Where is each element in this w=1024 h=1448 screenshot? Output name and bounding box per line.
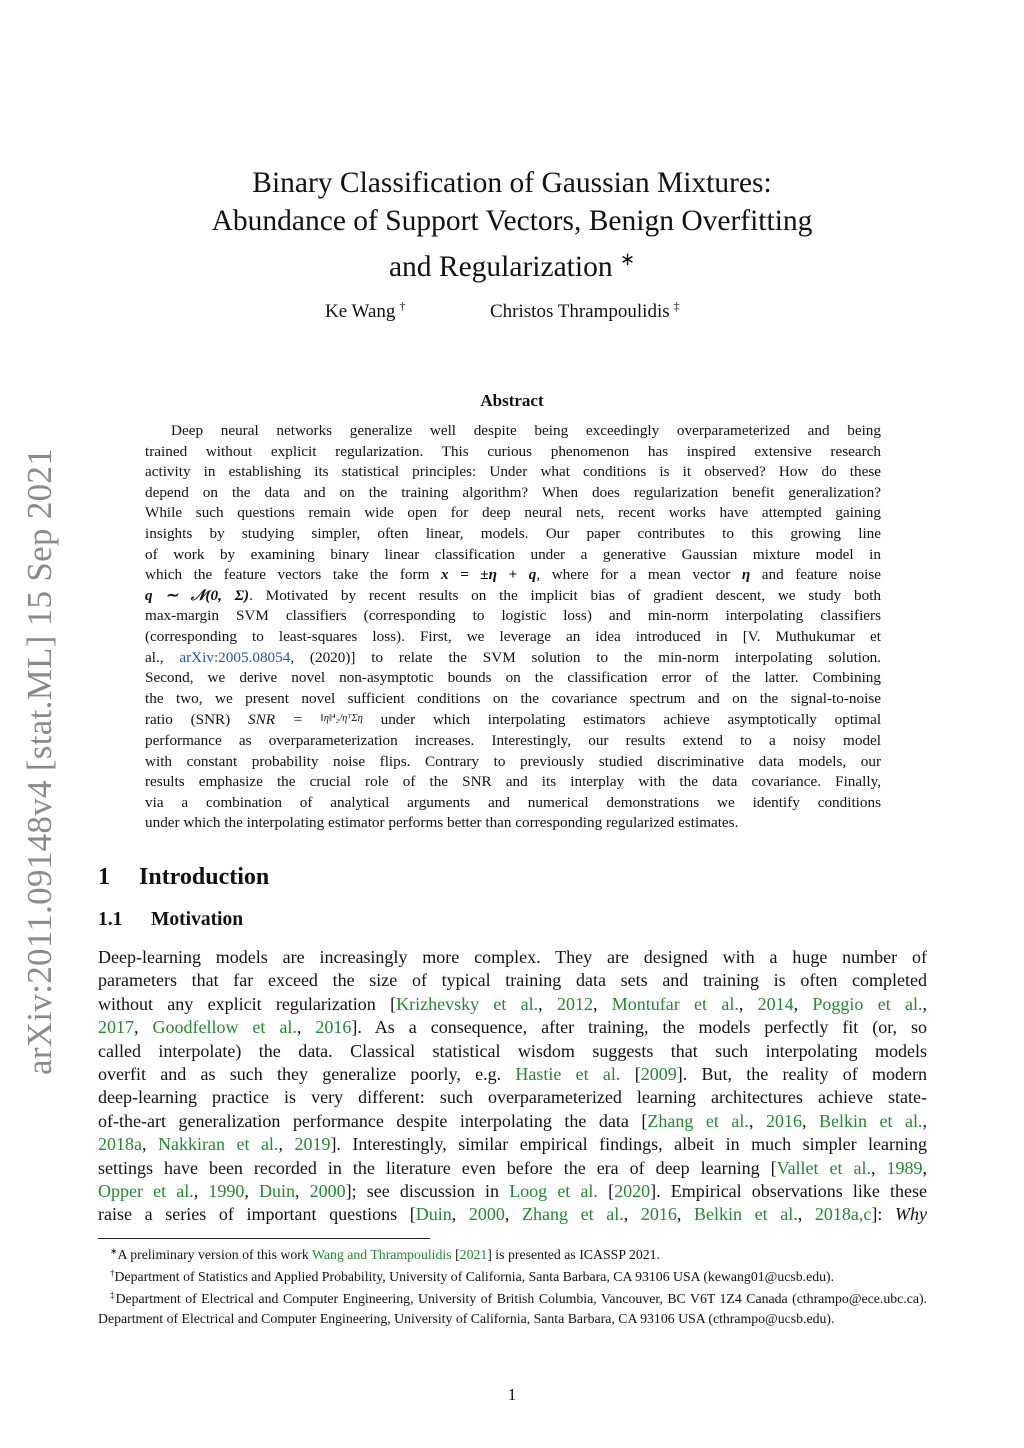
- citation-link[interactable]: Zhang et al.: [647, 1110, 749, 1131]
- footnote-1: ∗A preliminary version of this work Wang and Thrampoulidis [2021] is presented as ICASSP 2021.: [110, 1246, 660, 1262]
- abstract-line: with constant probability noise flips. Contrary to previously studied discriminative data models, our: [145, 752, 881, 770]
- abstract-line: under which the interpolating estimator performs better than corresponding regularized estimates.: [145, 814, 739, 832]
- abstract-text: al.,: [145, 648, 164, 666]
- citation-link[interactable]: 1990: [208, 1181, 245, 1202]
- citation-link[interactable]: Nakkiran et al.: [158, 1134, 279, 1155]
- paper-title: [150, 164, 874, 286]
- citation-link[interactable]: 2021: [459, 1247, 488, 1262]
- body-text: ]. But, the reality of modern: [676, 1064, 928, 1085]
- citation-link[interactable]: Duin: [259, 1181, 296, 1202]
- body-line: parameters that far exceed the size of typical training data sets and training is often completed: [98, 970, 927, 991]
- subsection-number: 1.1: [98, 909, 123, 930]
- abstract-line: (corresponding to least-squares loss). First, we leverage an idea introduced in [V. Muthukumar et: [145, 627, 881, 645]
- abstract-line: performance as overparameterization increases. Interestingly, our results extend to a noisy model: [145, 731, 881, 749]
- author-footnote-mark: †: [399, 299, 406, 313]
- author-christos-thrampoulidis: [490, 299, 680, 323]
- title-line-3-text: and Regularization: [388, 250, 613, 283]
- abstract-text: . Motivated by recent results on the implicit bias of gradient descent, we study both: [249, 586, 882, 604]
- abstract-line: depend on the data and on the training algorithm? When does regularization benefit generalization?: [145, 483, 881, 501]
- body-line: overfit and as such they generalize poorly, e.g. Hastie et al. [2009]. But, the reality of modern: [98, 1064, 928, 1085]
- citation-link[interactable]: 1989: [886, 1157, 923, 1178]
- subsection-title: Motivation: [151, 909, 244, 930]
- citation-link[interactable]: Duin: [415, 1204, 452, 1225]
- abstract-text: , where for a mean vector: [536, 566, 731, 584]
- body-line: 2018a, Nakkiran et al., 2019]. Interestingly, similar empirical findings, albeit in much simpler learning: [98, 1134, 928, 1155]
- footnote-3: [98, 1286, 927, 1327]
- abstract-line: via a combination of analytical arguments and numerical demonstrations we identify conditions: [145, 793, 881, 811]
- math-noise-distribution: q ∼ 𝒩(0, Σ): [145, 586, 250, 604]
- abstract-line: [145, 586, 881, 607]
- citation-link[interactable]: 2016: [640, 1204, 677, 1225]
- abstract-line: Second, we derive novel non-asymptotic bounds on the classification error of the latter. Combining: [145, 669, 881, 687]
- abstract-body: [145, 421, 881, 834]
- footnote-text: ] is presented as ICASSP 2021.: [487, 1247, 660, 1262]
- body-line: deep-learning practice is very different: such overparameterized learning architectures achieve state-: [98, 1087, 927, 1108]
- page-number: 1: [507, 1385, 517, 1404]
- abstract-line: trained without explicit regularization. This curious phenomenon has inspired extensive research: [145, 442, 881, 460]
- title-footnote-mark: ∗: [619, 249, 636, 269]
- body-italic-text: Why: [895, 1204, 928, 1225]
- arxiv-link[interactable]: arXiv:2005.08054: [179, 648, 291, 666]
- section-number: 1: [98, 864, 110, 890]
- citation-link[interactable]: 2019: [294, 1134, 331, 1155]
- citation-link[interactable]: Hastie et al.: [515, 1064, 621, 1085]
- abstract-text: under which interpolating estimators achieve asymptotically optimal: [380, 711, 882, 729]
- citation-link[interactable]: Montufar et al.: [611, 993, 739, 1014]
- citation-link[interactable]: 2000: [309, 1181, 346, 1202]
- abstract-line: While such questions remain wide open for deep neural nets, recent works have attempted gaining: [145, 504, 881, 522]
- citation-link[interactable]: Belkin et al.: [694, 1204, 798, 1225]
- author-list: [0, 299, 1024, 327]
- citation-link[interactable]: 2018a: [98, 1134, 142, 1155]
- body-line: Deep-learning models are increasingly more complex. They are designed with a huge number of: [98, 947, 927, 967]
- citation-link[interactable]: Wang and Thrampoulidis: [311, 1247, 452, 1262]
- abstract-line: [145, 648, 881, 669]
- section-heading: [98, 864, 269, 891]
- citation-link[interactable]: 2020: [614, 1181, 651, 1202]
- body-line: settings have been recorded in the literature even before the era of deep learning [Vallet et al., 1989,: [98, 1157, 928, 1178]
- footnote-mark: †: [110, 1268, 115, 1279]
- citation-link[interactable]: Loog et al.: [509, 1181, 598, 1202]
- abstract-line: activity in establishing its statistical principles: Under what conditions is it observed? How do these: [145, 463, 881, 481]
- arxiv-side-stamp: arXiv:2011.09148v4 [stat.ML] 15 Sep 2021: [20, 447, 59, 1075]
- citation-link[interactable]: 2018a,c: [814, 1204, 872, 1225]
- introduction-body: [98, 946, 927, 1227]
- section-title: Introduction: [139, 864, 270, 890]
- abstract-text: which the feature vectors take the form: [145, 566, 430, 584]
- body-text: without any explicit regularization [: [98, 993, 397, 1014]
- body-text: ]. Empirical observations like these: [650, 1181, 928, 1202]
- citation-link[interactable]: Opper et al.: [98, 1181, 194, 1202]
- subsection-heading: [98, 909, 243, 931]
- body-line: called interpolate) the data. Classical statistical wisdom suggests that such interpolating models: [98, 1040, 927, 1061]
- footnote-mark: ∗: [110, 1246, 118, 1256]
- citation-link[interactable]: 2012: [556, 993, 593, 1014]
- citation-link[interactable]: Vallet et al.: [776, 1157, 872, 1178]
- abstract-text: and feature noise: [761, 566, 882, 584]
- footnote-rule: [98, 1238, 430, 1239]
- abstract-line: the two, we present novel sufficient conditions on the covariance spectrum and on the signal-to-noise: [145, 689, 881, 707]
- body-text: ]. As a consequence, after training, the models perfectly fit (or, so: [351, 1017, 928, 1038]
- citation-link[interactable]: Poggio et al.: [812, 993, 923, 1014]
- title-line-1: Binary Classification of Gaussian Mixtures:: [252, 167, 772, 199]
- body-text: of-the-art generalization performance despite interpolating the data [: [98, 1110, 648, 1131]
- citation-link[interactable]: Goodfellow et al.: [152, 1017, 297, 1038]
- title-line-3: [150, 240, 874, 286]
- math-snr-fraction: ‖η‖⁴₂/ηᵀΣη: [320, 713, 363, 725]
- author-name: Ke Wang: [325, 301, 396, 322]
- title-line-2: Abundance of Support Vectors, Benign Overfitting: [211, 205, 813, 237]
- body-text: ]. Interestingly, similar empirical findings, albeit in much simpler learning: [330, 1134, 928, 1155]
- body-line: Opper et al., 1990, Duin, 2000]; see discussion in Loog et al. [2020]. Empirical observations like these: [98, 1181, 928, 1202]
- body-line: 2017, Goodfellow et al., 2016]. As a consequence, after training, the models perfectly fit (or, so: [98, 1017, 928, 1038]
- footnote-mark: ‡: [110, 1290, 116, 1301]
- citation-link[interactable]: 2009: [640, 1064, 677, 1085]
- body-text: ]:: [871, 1204, 883, 1225]
- abstract-text: ratio (SNR): [145, 711, 231, 729]
- abstract-text: , (2020)] to relate the SVM solution to the min-norm interpolating solution.: [290, 648, 881, 666]
- author-name: Christos Thrampoulidis: [490, 301, 670, 322]
- citation-link[interactable]: 2017: [98, 1017, 134, 1038]
- abstract-line: [145, 565, 881, 586]
- citation-link[interactable]: 2000: [468, 1204, 505, 1225]
- footnote-2: [98, 1264, 927, 1286]
- body-line: without any explicit regularization [Krizhevsky et al., 2012, Montufar et al., 2014, Poggio et al.,: [98, 993, 928, 1014]
- citation-link[interactable]: 2014: [757, 993, 794, 1014]
- author-ke-wang: [325, 299, 405, 323]
- abstract-line: [145, 709, 881, 731]
- body-text: raise a series of important questions [: [98, 1204, 416, 1225]
- abstract-line: max-margin SVM classifiers (corresponding to logistic loss) and min-norm interpolating classifiers: [145, 607, 881, 625]
- body-line: raise a series of important questions [Duin, 2000, Zhang et al., 2016, Belkin et al., 2018a,c]: Why: [98, 1204, 928, 1225]
- footnotes: [98, 1242, 927, 1328]
- citation-link[interactable]: Krizhevsky et al.: [396, 993, 539, 1014]
- citation-link[interactable]: Belkin et al.: [819, 1110, 923, 1131]
- math-snr: SNR =: [248, 711, 304, 729]
- abstract-line: insights by studying simpler, often linear, models. Our paper contributes to this growing line: [145, 524, 881, 542]
- body-text: overfit and as such they generalize poorly, e.g.: [98, 1064, 502, 1085]
- citation-link[interactable]: Zhang et al.: [522, 1204, 624, 1225]
- footnote-text: Department of Electrical and Computer Engineering, University of British Columbia, Vancouver, BC V6T 1Z4 Canada (cthrampo@ece.ubc.ca). Department of Electrical and Computer Engineering, University of California, Santa Barbara, CA 93106 USA (cthrampo@ucsb.edu).: [98, 1291, 928, 1326]
- abstract-line: Deep neural networks generalize well despite being exceedingly overparameterized and being: [171, 422, 881, 439]
- math-eta: η: [741, 566, 751, 584]
- body-line: of-the-art generalization performance despite interpolating the data [Zhang et al., 2016, Belkin et al.,: [98, 1110, 928, 1131]
- math-feature-vector: x = ±η + q: [440, 566, 537, 584]
- body-text: settings have been recorded in the literature even before the era of deep learning [: [98, 1157, 777, 1178]
- abstract-line: of work by examining binary linear classification under a generative Gaussian mixture model in: [145, 545, 881, 563]
- body-text: ]; see discussion in: [345, 1181, 500, 1202]
- abstract-line: results emphasize the crucial role of the SNR and its interplay with the data covariance. Finally,: [145, 773, 881, 791]
- citation-link[interactable]: 2016: [315, 1017, 352, 1038]
- author-footnote-mark: ‡: [673, 299, 680, 313]
- footnote-text: Department of Statistics and Applied Probability, University of California, Santa Barbara, CA 93106 USA (kewang01@ucsb.edu).: [114, 1269, 835, 1285]
- citation-link[interactable]: 2016: [765, 1110, 802, 1131]
- footnote-text: A preliminary version of this work: [117, 1247, 309, 1262]
- abstract-heading: Abstract: [480, 391, 544, 410]
